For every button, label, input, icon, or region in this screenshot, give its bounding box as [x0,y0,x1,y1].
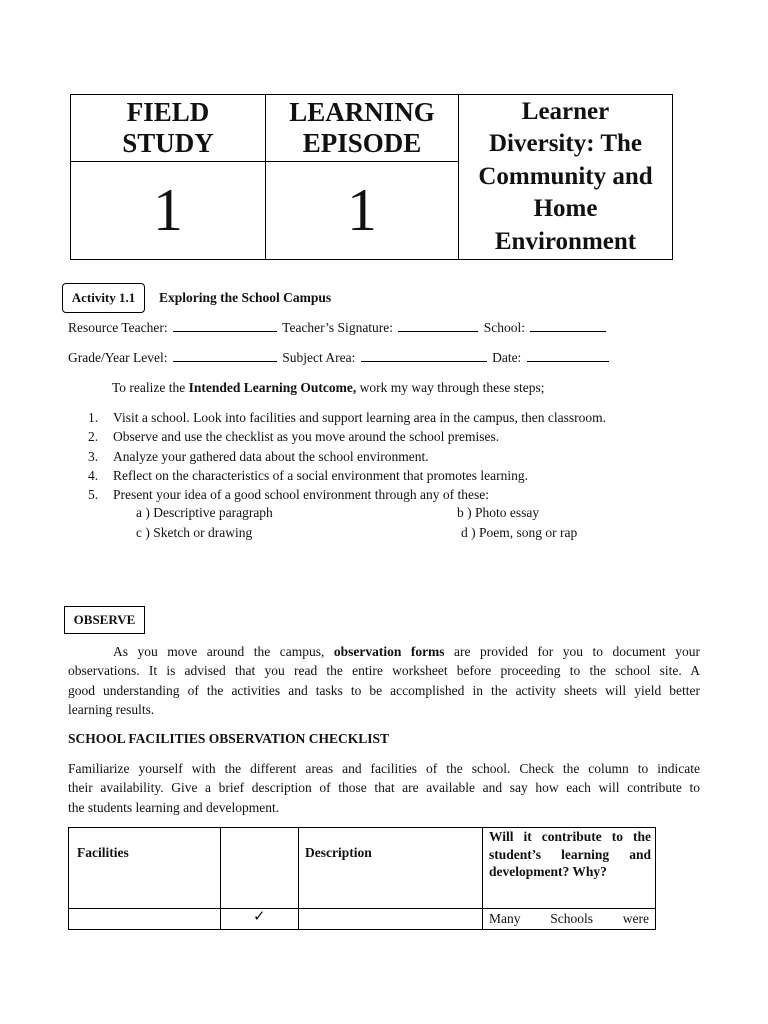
intro-text: To realize the Intended Learning Outcome, work my way through these steps; [112,380,545,395]
field-study-label: FIELD STUDY [71,95,266,162]
observe-badge: OBSERVE [64,606,145,634]
date-label: Date: [492,350,522,365]
activity-title: Exploring the School Campus [159,290,332,305]
date-field[interactable] [527,350,609,362]
option-d: d ) Poem, song or rap [461,525,578,540]
school-label: School: [483,320,526,335]
grade-level-label: Grade/Year Level: [68,350,168,365]
subject-area-label: Subject Area: [282,350,356,365]
list-item: 2. Observe and use the checklist as you move around the school premises. [88,429,500,445]
episode-header-table [70,94,673,260]
list-item: 4. Reflect on the characteristics of a social environment that promotes learning. [88,467,528,483]
steps-list [88,408,606,504]
field-study-number: 1 [71,162,266,259]
learning-episode-label: LEARNING EPISODE [266,95,459,162]
header-contribution: Will it contribute to the student’s learning and development? Why? [489,829,651,879]
form-row-2 [68,350,611,366]
row-divider [69,908,655,909]
list-item: 1. Visit a school. Look into facilities and support learning area in the campus, then classroom. [88,410,606,425]
teachers-signature-field[interactable] [398,320,478,332]
header-facilities: Facilities [77,845,129,860]
checklist-title: SCHOOL FACILITIES OBSERVATION CHECKLIST [68,731,390,746]
subject-area-field[interactable] [361,350,487,362]
option-b: b ) Photo essay [457,505,540,520]
column-facilities [69,828,221,929]
episode-title: Learner Diversity: The Community and Home Environment [478,97,653,255]
school-field[interactable] [530,320,606,332]
header-description: Description [305,845,372,860]
grade-level-field[interactable] [173,350,277,362]
teachers-signature-label: Teacher’s Signature: [282,320,394,335]
form-row-1 [68,320,608,336]
observe-line-1: As you move around the campus, observation forms are provided for you to document your [113,644,700,659]
episode-number: 1 [266,162,459,259]
observe-paragraph: As you move around the campus, observation forms are provided for you to document your observations. It is advised that you read the entire worksheet before proceeding to the school site. A good understanding of the activities and tasks to be accomplished in the activity sheets will yield better learning results. [68,644,700,718]
resource-teacher-field[interactable] [173,320,277,332]
table-cell-contribution: Many Schools were [489,911,649,926]
activity-badge: Activity 1.1 [62,283,145,313]
check-mark-icon[interactable]: ✓ [253,909,266,925]
resource-teacher-label: Resource Teacher: [68,320,168,335]
column-description [299,828,483,929]
list-item: 3. Analyze your gathered data about the school environment. [88,448,429,464]
list-item: 5. Present your idea of a good school environment through any of these: [88,487,490,503]
checklist-instructions: Familiarize yourself with the different areas and facilities of the school. Check the column to indicate their availability. Give a brief description of those that are available and say how each will contribute to the students learning and development. [68,761,700,815]
facilities-table [68,827,656,930]
option-a: a ) Descriptive paragraph [136,505,273,520]
option-c: c ) Sketch or drawing [136,525,253,540]
